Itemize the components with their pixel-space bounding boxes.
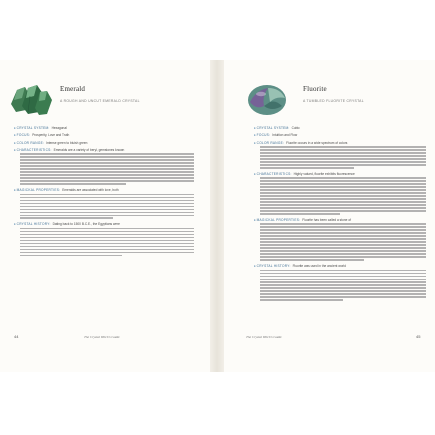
text-line — [20, 165, 194, 167]
text-line — [260, 232, 426, 234]
left-page-header — [8, 82, 204, 122]
diamond-bullet-icon: ♦ — [254, 171, 256, 176]
entry-heading — [254, 218, 426, 222]
entry — [14, 188, 194, 219]
text-line — [260, 155, 426, 157]
diamond-bullet-icon: ♦ — [254, 263, 256, 268]
text-line — [260, 241, 426, 243]
text-line — [20, 231, 194, 233]
text-line — [20, 255, 122, 257]
text-line — [260, 167, 354, 169]
entry — [254, 141, 426, 169]
text-line — [260, 299, 343, 301]
text-line — [260, 213, 340, 215]
entry-label: MAGICKAL PROPERTIES: — [16, 188, 61, 193]
text-line — [20, 174, 194, 176]
text-line — [20, 212, 194, 214]
text-line — [20, 183, 126, 185]
text-line — [260, 158, 426, 160]
text-line — [260, 180, 426, 182]
text-line — [20, 243, 194, 245]
gem-subtitle: A TUMBLED FLUORITE CRYSTAL — [303, 99, 364, 103]
text-line — [20, 252, 194, 254]
text-line — [260, 186, 426, 188]
fluorite-crystal-icon — [246, 82, 290, 118]
text-line — [260, 164, 426, 166]
entry-label: FOCUS: — [16, 133, 31, 138]
text-line — [260, 247, 426, 249]
entry-heading — [254, 133, 426, 137]
text-line — [260, 192, 426, 194]
text-line — [20, 203, 194, 205]
text-line — [260, 276, 426, 278]
text-line — [260, 273, 426, 275]
entry — [14, 126, 194, 130]
entry-text: Hexagonal — [51, 126, 67, 130]
text-line — [260, 183, 426, 185]
entry-label: MAGICKAL PROPERTIES: — [256, 217, 301, 222]
text-line — [260, 293, 426, 295]
diamond-bullet-icon: ♦ — [14, 133, 16, 138]
entry-label: CRYSTAL SYSTEM: — [256, 126, 290, 130]
entry — [254, 126, 426, 130]
entry-text: Dating back to 1500 B.C.E., the Egyptians were — [52, 222, 120, 227]
diamond-bullet-icon: ♦ — [254, 217, 256, 222]
entry — [254, 172, 426, 215]
text-line — [20, 228, 194, 230]
page-number: 44 — [14, 334, 19, 339]
gem-title: Emerald — [60, 85, 86, 93]
entry-text: Intuition and Flow — [272, 133, 298, 138]
left-page-body — [14, 126, 194, 259]
entry-heading — [254, 141, 426, 145]
entry — [254, 218, 426, 261]
text-line — [260, 270, 426, 272]
entry-heading — [254, 264, 426, 268]
gem-subtitle: A ROUGH AND UNCUT EMERALD CRYSTAL — [60, 99, 140, 103]
left-page — [0, 60, 210, 372]
entry-text: Fluorite occurs in a wide spectrum of colors — [286, 140, 348, 145]
right-page-header — [246, 82, 426, 122]
entry — [14, 222, 194, 256]
entry-heading — [14, 133, 194, 137]
entry-heading — [14, 222, 194, 226]
entry-text: Prosperity, Love and Truth — [32, 133, 70, 138]
entry-text: Fluorite has been called a stone of — [302, 217, 351, 222]
text-line — [20, 215, 194, 217]
diamond-bullet-icon: ♦ — [14, 140, 16, 145]
entry-label: CHARACTERISTICS: — [256, 171, 292, 176]
entry-text: Cubic — [291, 126, 300, 130]
text-line — [260, 279, 426, 281]
text-line — [260, 210, 426, 212]
entry-heading — [254, 126, 426, 130]
text-line — [260, 226, 426, 228]
text-line — [260, 244, 426, 246]
text-line — [260, 189, 426, 191]
text-line — [260, 152, 426, 154]
entry-heading — [14, 126, 194, 130]
text-line — [260, 207, 426, 209]
book-spread — [0, 60, 435, 372]
text-line — [20, 180, 194, 182]
right-page — [224, 60, 434, 372]
entry-heading — [14, 188, 194, 192]
text-line — [20, 240, 194, 242]
text-line — [20, 206, 194, 208]
entry-label: COLOR RANGE: — [256, 140, 285, 145]
entry-heading — [14, 141, 194, 145]
text-line — [260, 296, 426, 298]
text-line — [260, 149, 426, 151]
entry-text: Emeralds are a variety of beryl, gemstones known — [53, 147, 125, 152]
entry — [14, 141, 194, 145]
diamond-bullet-icon: ♦ — [14, 126, 16, 130]
text-line — [20, 156, 194, 158]
entry — [14, 133, 194, 137]
text-line — [260, 198, 426, 200]
diamond-bullet-icon: ♦ — [14, 222, 16, 227]
text-line — [20, 209, 194, 211]
text-line — [20, 234, 194, 236]
text-line — [260, 223, 426, 225]
diamond-bullet-icon: ♦ — [254, 126, 256, 130]
entry — [254, 264, 426, 301]
text-line — [20, 168, 194, 170]
entry-label: CRYSTAL HISTORY: — [16, 222, 51, 227]
gem-title: Fluorite — [303, 85, 327, 93]
entry-text: Intense green to bluish green — [46, 140, 88, 145]
text-line — [260, 195, 426, 197]
book-gutter — [210, 60, 224, 372]
text-line — [20, 249, 194, 251]
entry-label: CRYSTAL SYSTEM: — [16, 126, 50, 130]
entry-label: CHARACTERISTICS: — [16, 147, 52, 152]
text-line — [260, 250, 426, 252]
text-line — [260, 290, 426, 292]
diamond-bullet-icon: ♦ — [14, 147, 16, 152]
entry — [254, 133, 426, 137]
page-number: 45 — [416, 334, 421, 339]
entry-label: COLOR RANGE: — [16, 140, 45, 145]
text-line — [20, 197, 194, 199]
text-line — [20, 153, 194, 155]
text-line — [20, 246, 194, 248]
entry-text: Fluorite was used in the ancient world — [292, 263, 346, 268]
entry-label: CRYSTAL HISTORY: — [256, 263, 291, 268]
text-line — [260, 253, 426, 255]
text-line — [20, 237, 194, 239]
text-line — [260, 287, 426, 289]
text-line — [260, 161, 426, 163]
entry-heading — [254, 172, 426, 176]
page-footer: The Crystal Witch's Guide — [246, 335, 282, 339]
text-line — [260, 259, 364, 261]
entry-label: FOCUS: — [256, 133, 271, 138]
emerald-crystal-icon — [8, 82, 54, 118]
text-line — [260, 281, 426, 283]
text-line — [20, 177, 194, 179]
text-line — [260, 238, 426, 240]
text-line — [20, 162, 194, 164]
page-footer: The Crystal Witch's Guide — [84, 335, 120, 339]
text-line — [20, 200, 194, 202]
text-line — [20, 171, 194, 173]
text-line — [260, 177, 426, 179]
text-line — [260, 284, 426, 286]
text-line — [260, 201, 426, 203]
entry-heading — [14, 148, 194, 152]
diamond-bullet-icon: ♦ — [254, 140, 256, 145]
text-line — [20, 194, 194, 196]
text-line — [260, 256, 426, 258]
text-line — [260, 146, 426, 148]
entry — [14, 148, 194, 185]
text-line — [20, 159, 194, 161]
text-line — [260, 229, 426, 231]
diamond-bullet-icon: ♦ — [14, 188, 16, 193]
text-line — [260, 204, 426, 206]
right-page-body — [254, 126, 426, 304]
text-line — [20, 217, 113, 219]
entry-text: Highly valued, fluorite exhibits fluorescence — [293, 171, 355, 176]
diamond-bullet-icon: ♦ — [254, 133, 256, 138]
entry-text: Emeralds are associated with love, both — [62, 188, 119, 193]
text-line — [260, 235, 426, 237]
